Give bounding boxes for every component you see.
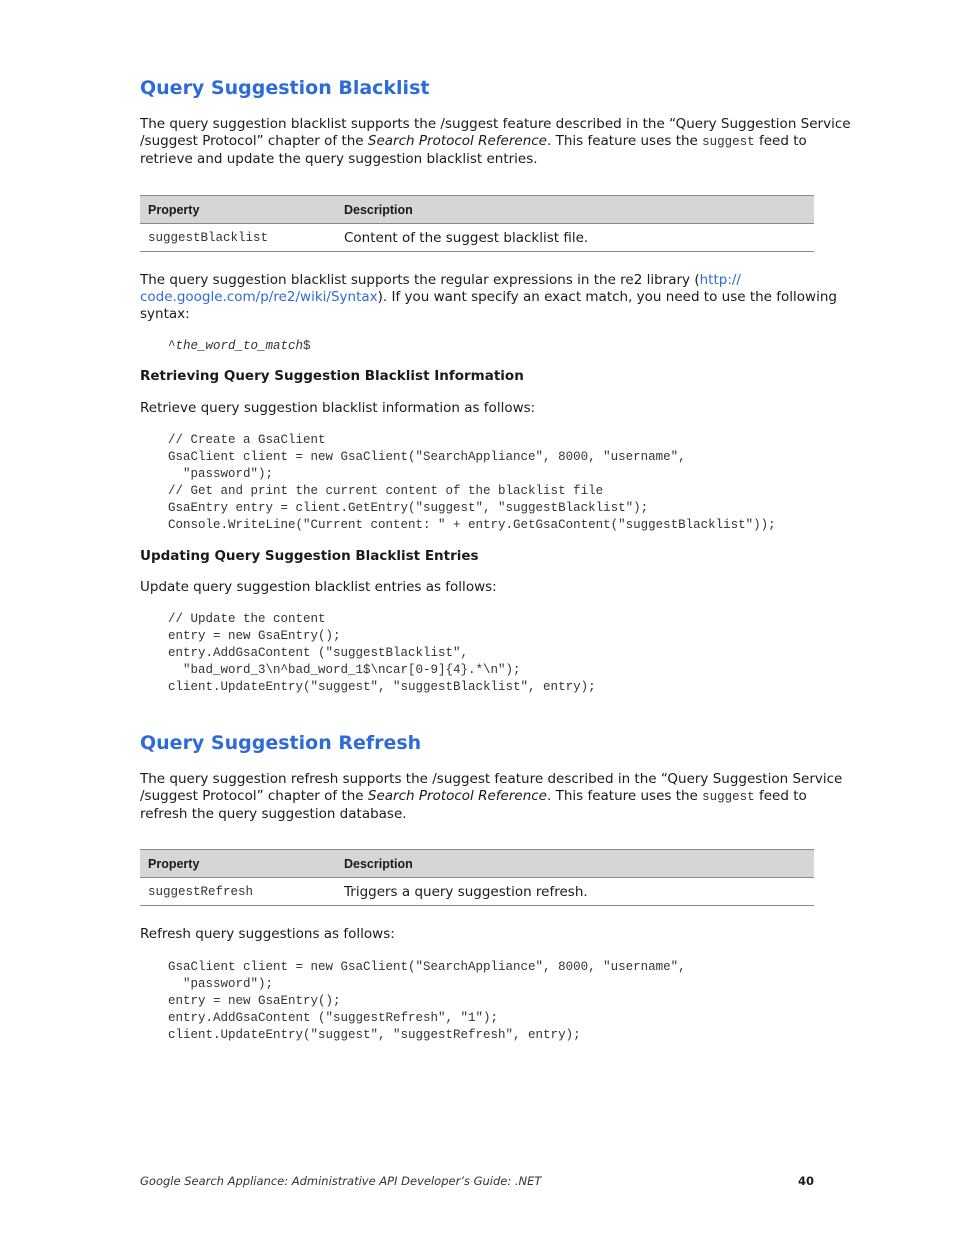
- refresh-property-table: [140, 849, 814, 906]
- blacklist-intro: The query suggestion blacklist supports the /suggest feature described in the “Query Suggestion Service /suggest Protocol” chapter of the Search Protocol Reference. This feature uses the suggest feed to retrieve and update the query suggestion blacklist entries.: [140, 116, 851, 167]
- property-description: Content of the suggest blacklist file.: [336, 224, 814, 252]
- re2-syntax-link-cont[interactable]: code.google.com/p/re2/wiki/Syntax: [140, 289, 378, 305]
- table-header-property: Property: [140, 196, 336, 224]
- property-description: Triggers a query suggestion refresh.: [336, 878, 814, 906]
- table-row: [140, 878, 814, 906]
- property-name: suggestBlacklist: [140, 224, 336, 252]
- section-title-refresh: Query Suggestion Refresh: [140, 732, 422, 754]
- retrieve-heading: Retrieving Query Suggestion Blacklist Information: [140, 368, 524, 384]
- section-title-blacklist: Query Suggestion Blacklist: [140, 77, 430, 99]
- exact-match-syntax: ^the_word_to_match$: [168, 339, 311, 353]
- table-header-row: [140, 196, 814, 224]
- update-code-block: // Update the content entry = new GsaEntry(); entry.AddGsaContent ("suggestBlacklist", "bad_word_3\n^bad_word_1$\ncar[0-9]{4}.*\n"); client.UpdateEntry("suggest", "suggestBlacklist", entry);: [168, 612, 596, 695]
- blacklist-property-table: [140, 195, 814, 252]
- update-heading: Updating Query Suggestion Blacklist Entries: [140, 548, 479, 564]
- table-header-description: Description: [336, 196, 814, 224]
- regex-paragraph: The query suggestion blacklist supports the regular expressions in the re2 library (http:// code.google.com/p/re2/wiki/Syntax). If you want specify an exact match, you need to use the following syntax:: [140, 272, 837, 322]
- re2-syntax-link[interactable]: http://: [699, 272, 741, 288]
- update-text: Update query suggestion blacklist entries as follows:: [140, 579, 497, 595]
- refresh-text: Refresh query suggestions as follows:: [140, 926, 395, 942]
- table-row: [140, 224, 814, 252]
- footer-title: Google Search Appliance: Administrative API Developer’s Guide: .NET: [140, 1174, 542, 1188]
- retrieve-text: Retrieve query suggestion blacklist information as follows:: [140, 400, 536, 416]
- page-number: 40: [797, 1174, 814, 1188]
- refresh-intro: The query suggestion refresh supports the /suggest feature described in the “Query Suggestion Service /suggest Protocol” chapter of the Search Protocol Reference. This feature uses the suggest feed to refresh the query suggestion database.: [140, 771, 843, 822]
- table-header-row: [140, 850, 814, 878]
- table-header-property: Property: [140, 850, 336, 878]
- retrieve-code-block: // Create a GsaClient GsaClient client = new GsaClient("SearchAppliance", 8000, "username", "password"); // Get and print the current content of the blacklist file GsaEntry entry = client.GetEntry("suggest", "suggestBlacklist"); Console.WriteLine("Current content: " + entry.GetGsaContent("suggestBlacklist"));: [168, 433, 776, 533]
- refresh-code-block: GsaClient client = new GsaClient("SearchAppliance", 8000, "username", "password"); entry = new GsaEntry(); entry.AddGsaContent ("suggestRefresh", "1"); client.UpdateEntry("suggest", "suggestRefresh", entry);: [168, 960, 686, 1043]
- property-name: suggestRefresh: [140, 878, 336, 906]
- table-header-description: Description: [336, 850, 814, 878]
- page-footer: [140, 1174, 814, 1188]
